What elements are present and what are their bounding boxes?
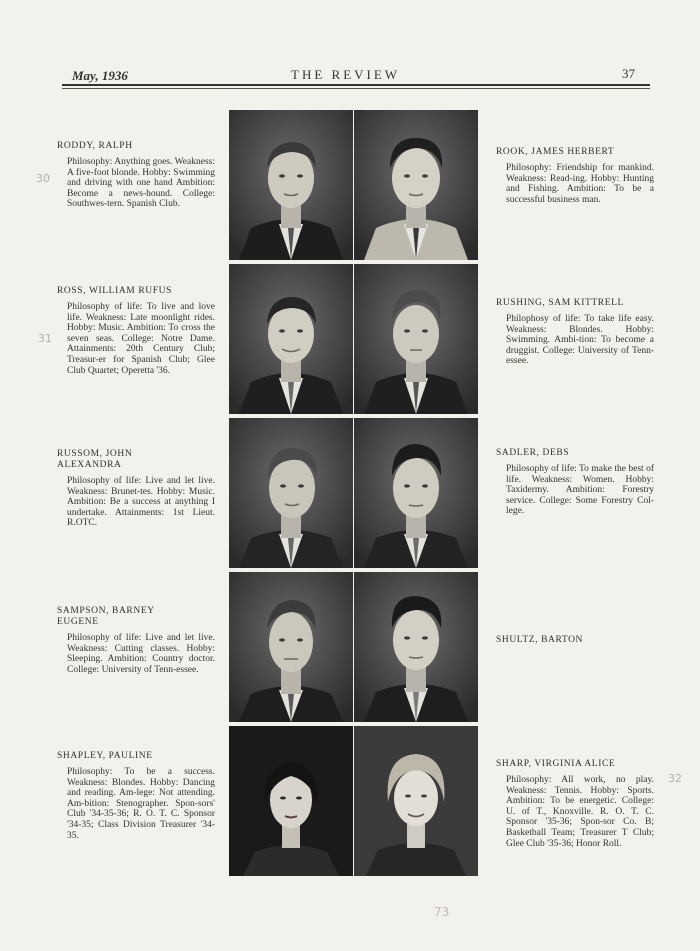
student-name: RUSHING, SAM KITTRELL [496,298,624,308]
portrait-photo [229,726,353,876]
header-title: THE REVIEW [291,67,401,82]
student-entry [496,298,654,367]
portrait-photo [354,726,478,876]
student-bio: Philosophy of life: Live and let live. Weakness: Cutting classes. Hobby: Sleeping. Ambition: Country doctor. College: University of Tenn-essee. [67,633,215,675]
student-entry [57,751,215,841]
student-entry [496,147,654,205]
portrait-photo [229,110,353,260]
portrait-photo [354,572,478,722]
student-name: RUSSOM, JOHN ALEXANDRA [57,449,133,470]
student-entry [496,448,654,517]
portrait-photo [229,418,353,568]
student-name: ROOK, JAMES HERBERT [496,147,615,157]
student-name: SHARP, VIRGINIA ALICE [496,759,616,769]
student-bio: Philosophy of life: Live and let live. Weakness: Brunet-tes. Hobby: Music. Ambition: Be a success at anything I undertake. Attainments: 1st Lieut. R.OTC. [67,476,215,529]
student-bio: Philosophy of life: To live and love life. Weakness: Late moonlight rides. Hobby: Music. Ambition: To cross the seven seas. College: Notre Dame. Attainments: 20th Century Club; Treasur-er for Spanish Club; Glee Club Quartet; Operetta '36. [67,302,215,376]
student-bio: Philosophy: Friendship for mankind. Weakness: Read-ing. Hobby: Hunting and Fishing. Ambition: To be a successful business man. [506,163,654,205]
student-name: SHAPLEY, PAULINE [57,751,153,761]
student-entry [57,606,215,675]
student-name: ROSS, WILLIAM RUFUS [57,286,172,296]
student-bio: Philophosy of life: To take life easy. Weakness: Blondes. Hobby: Swimming. Ambi-tion: To become a druggist. College: University of Tenn-essee. [506,314,654,367]
margin-note: 31 [38,332,52,345]
student-entry [496,759,654,849]
student-bio: Philosophy: To be a success. Weakness: Blondes. Hobby: Dancing and reading. Am-lege: Not attending. Am-bition: Stenographer. Spon-sors' Club '34-35-36; R. O. T. C. Sponsor '34-35; Class Division Treasurer '34-35. [67,767,215,841]
margin-note: 32 [668,772,682,785]
header-rule-thin [62,88,650,89]
margin-note: 30 [36,172,50,185]
portrait-photo [229,572,353,722]
student-bio: Philosophy: All work, no play. Weakness: Tennis. Hobby: Sports. Ambition: To be energetic. College: U. of T., Knoxville. R. O. T. C. Sponsor '35-36; Spon-sor Co. B; Basketball Team; Treasurer T Club; Glee Club '35-36; Honor Roll. [506,775,654,849]
student-name: SADLER, DEBS [496,448,570,458]
student-bio: Philosophy: Anything goes. Weakness: A five-foot blonde. Hobby: Swimming and driving with one hand Ambition: Become a news-hound. College: Southwes-tern. Spanish Club. [67,157,215,210]
student-name: SAMPSON, BARNEY EUGENE [57,606,155,627]
student-entry [57,286,215,376]
student-entry [57,449,215,529]
portrait-photo [229,264,353,414]
portrait-photo [354,418,478,568]
header-date: May, 1936 [72,68,128,83]
student-name: RODDY, RALPH [57,141,133,151]
header-rule [62,84,650,86]
footer-pencil-note: 73 [434,905,450,919]
portrait-photo [354,110,478,260]
student-name: SHULTZ, BARTON [496,635,584,645]
student-bio: Philosophy of life: To make the best of life. Weakness: Women. Hobby: Taxidermy. Ambition: Forestry service. College: Some Forestry Col-lege. [506,464,654,517]
portrait-photo [354,264,478,414]
student-entry [496,635,654,651]
header-page-number: 37 [622,66,635,81]
student-entry [57,141,215,210]
